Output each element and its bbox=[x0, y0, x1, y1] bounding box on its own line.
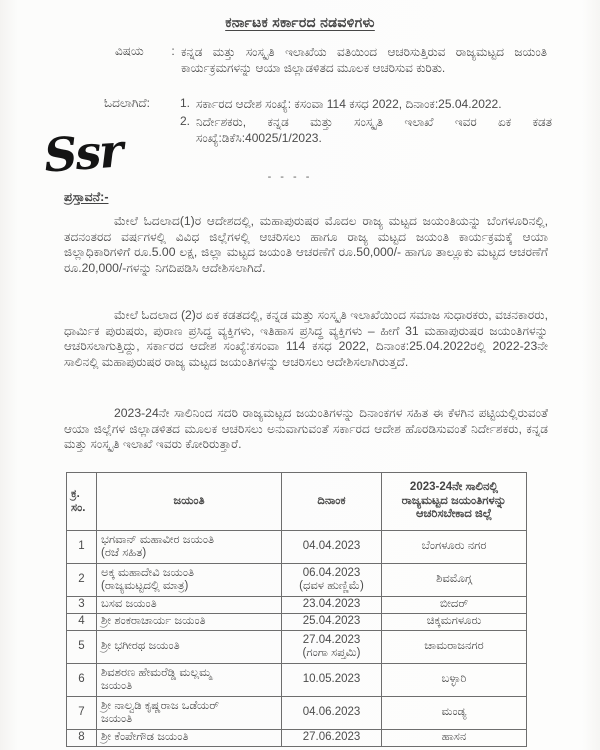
cell-serial-no: 6 bbox=[67, 664, 97, 697]
header-serial-no: ಕ್ರ. ಸಂ. bbox=[67, 473, 97, 531]
cell-date: 27.06.2023 bbox=[282, 730, 382, 747]
cell-jayanti: ಶ್ರೀ ಭಗೀರಥ ಜಯಂತಿ bbox=[97, 631, 282, 664]
cell-jayanti: ಶ್ರೀ ಶಂಕರಾಚಾರ್ಯ ಜಯಂತಿ bbox=[97, 614, 282, 631]
table-row bbox=[67, 631, 527, 664]
preamble-paragraph-2: ಮೇಲೆ ಓದಲಾದ (2)ರ ಏಕ ಕಡತದಲ್ಲಿ, ಕನ್ನಡ ಮತ್ತು ಸಂಸ್ಕೃತಿ ಇಲಾಖೆಯಿಂದ ಸಮಾಜ ಸುಧಾರಕರು, ವಚನಕಾರರು, ಧಾರ್ಮಿಕ ಪುರುಷರು, ಪುರಾಣ ಪ್ರಸಿದ್ಧ ವ್ಯಕ್ತಿಗಳು, ಇತಿಹಾಸ ಪ್ರಸಿದ್ಧ ವ್ಯಕ್ತಿಗಳು – ಹೀಗೆ 31 ಮಹಾಪುರುಷರ ಜಯಂತಿಗಳನ್ನು ಆಚರಿಸಲಾಗುತ್ತಿದ್ದು, ಸರ್ಕಾರದ ಆದೇಶ ಸಂಖ್ಯೆ:ಕಸಂವಾ 114 ಕಸಧ 2022, ದಿನಾಂಕ:25.04.2022ರಲ್ಲಿ 2022-23ನೇ ಸಾಲಿನಲ್ಲಿ ಮಹಾಪುರುಷರ ರಾಜ್ಯ ಮಟ್ಟದ ಜಯಂತಿಗಳನ್ನು ಆಚರಿಸಲು ಆದೇಶಿಸಲಾಗಿರುತ್ತದೆ. bbox=[64, 308, 548, 369]
preamble-heading: ಪ್ರಸ್ತಾವನೆ:- bbox=[64, 190, 109, 204]
cell-district: ಬಳ್ಳಾರಿ bbox=[382, 664, 527, 697]
cell-district: ಬೀದರ್ bbox=[382, 597, 527, 614]
table-row bbox=[67, 597, 527, 614]
cell-serial-no: 5 bbox=[67, 631, 97, 664]
jayanti-schedule-table bbox=[66, 472, 527, 747]
table-row bbox=[67, 564, 527, 597]
cell-date: 25.04.2023 bbox=[282, 614, 382, 631]
cell-jayanti: ಬಸವ ಜಯಂತಿ bbox=[97, 597, 282, 614]
read-item-text: ನಿರ್ದೇಶಕರು, ಕನ್ನಡ ಮತ್ತು ಸಂಸ್ಕೃತಿ ಇಲಾಖೆ ಇವರ ಏಕ ಕಡತ ಸಂಖ್ಯೆ:ಡಿಕೆಸಿ:40025/1/2023. bbox=[196, 115, 552, 145]
cell-district: ಬೆಂಗಳೂರು ನಗರ bbox=[382, 531, 527, 564]
handwritten-signature: Ssr bbox=[42, 123, 124, 183]
document-title: ಕರ್ನಾಟಕ ಸರ್ಕಾರದ ನಡವಳಿಗಳು bbox=[225, 14, 375, 30]
cell-district: ಮಂಡ್ಯ bbox=[382, 697, 527, 730]
cell-serial-no: 2 bbox=[67, 564, 97, 597]
cell-date: 04.06.2023 bbox=[282, 697, 382, 730]
cell-serial-no: 1 bbox=[67, 531, 97, 564]
cell-date: 04.04.2023 bbox=[282, 531, 382, 564]
read-item-text: ಸರ್ಕಾರದ ಆದೇಶ ಸಂಖ್ಯೆ: ಕಸಂವಾ 114 ಕಸಧ 2022, ದಿನಾಂಕ:25.04.2022. bbox=[196, 97, 502, 111]
table-row bbox=[67, 614, 527, 631]
read-item bbox=[180, 114, 552, 146]
cell-jayanti: ಭಗವಾನ್ ಮಹಾವೀರ ಜಯಂತಿ (ರಜೆ ಸಹಿತ) bbox=[97, 531, 282, 564]
cell-serial-no: 3 bbox=[67, 597, 97, 614]
cell-date: 23.04.2023 bbox=[282, 597, 382, 614]
preamble-paragraph-3: 2023-24ನೇ ಸಾಲಿನಿಂದ ಸದರಿ ರಾಜ್ಯಮಟ್ಟದ ಜಯಂತಿಗಳನ್ನು ದಿನಾಂಕಗಳ ಸಹಿತ ಈ ಕೆಳಗಿನ ಪಟ್ಟಿಯಲ್ಲಿರುವಂತೆ ಆಯಾ ಜಿಲ್ಲೆಗಳ ಜಿಲ್ಲಾಡಳಿತದ ಮೂಲಕ ಆಚರಿಸಲು ಅನುವಾಗುವಂತೆ ಸರ್ಕಾರದ ಆದೇಶ ಹೊರಡಿಸುವಂತೆ ನಿರ್ದೇಶಕರು, ಕನ್ನಡ ಮತ್ತು ಸಂಸ್ಕೃತಿ ಇಲಾಖೆ ಇವರು ಕೋರಿರುತ್ತಾರೆ. bbox=[64, 406, 548, 452]
read-block bbox=[104, 96, 552, 146]
read-item bbox=[180, 96, 552, 112]
table-row bbox=[67, 664, 527, 697]
table-row bbox=[67, 531, 527, 564]
read-items bbox=[180, 96, 552, 146]
subject-block bbox=[115, 44, 547, 76]
header-jayanti: ಜಯಂತಿ bbox=[97, 473, 282, 531]
cell-district: ಚಾಮರಾಜನಗರ bbox=[382, 631, 527, 664]
cell-district: ಹಾಸನ bbox=[382, 730, 527, 747]
cell-serial-no: 7 bbox=[67, 697, 97, 730]
section-separator-dashes: - - - - bbox=[267, 171, 313, 183]
table-row bbox=[67, 730, 527, 747]
cell-district: ಶಿವಮೊಗ್ಗ bbox=[382, 564, 527, 597]
subject-colon: : bbox=[171, 44, 175, 58]
subject-label: ವಿಷಯ bbox=[115, 44, 144, 58]
cell-jayanti: ಶ್ರೀ ಕೆಂಪೇಗೌಡ ಜಯಂತಿ bbox=[97, 730, 282, 747]
cell-jayanti: ಅಕ್ಕ ಮಹಾದೇವಿ ಜಯಂತಿ (ರಾಜ್ಯಮಟ್ಟದಲ್ಲಿ ಮಾತ್ರ) bbox=[97, 564, 282, 597]
cell-jayanti: ಶಿವಶರಣ ಹೇಮರೆಡ್ಡಿ ಮಲ್ಲಮ್ಮ ಜಯಂತಿ bbox=[97, 664, 282, 697]
cell-date: 27.04.2023 (ಗಂಗಾ ಸಪ್ತಮಿ) bbox=[282, 631, 382, 664]
cell-date: 10.05.2023 bbox=[282, 664, 382, 697]
read-item-number: 1. bbox=[180, 96, 191, 110]
header-date: ದಿನಾಂಕ bbox=[282, 473, 382, 531]
cell-date: 06.04.2023 (ಧವಳ ಹುಣ್ಣಿಮೆ) bbox=[282, 564, 382, 597]
subject-text: ಕನ್ನಡ ಮತ್ತು ಸಂಸ್ಕೃತಿ ಇಲಾಖೆಯ ವತಿಯಿಂದ ಆಚರಿಸುತ್ತಿರುವ ರಾಜ್ಯಮಟ್ಟದ ಜಯಂತಿ ಕಾರ್ಯಕ್ರಮಗಳನ್ನು ಆಯಾ ಜಿಲ್ಲಾಡಳಿತದ ಮೂಲಕ ಆಚರಿಸುವ ಕುರಿತು. bbox=[181, 45, 547, 75]
cell-serial-no: 4 bbox=[67, 614, 97, 631]
read-label: ಓದಲಾಗಿದೆ: bbox=[104, 96, 150, 110]
table-header-row bbox=[67, 473, 527, 531]
table-row bbox=[67, 697, 527, 730]
cell-district: ಚಿಕ್ಕಮಗಳೂರು bbox=[382, 614, 527, 631]
header-district: 2023-24ನೇ ಸಾಲಿನಲ್ಲಿ ರಾಜ್ಯಮಟ್ಟದ ಜಯಂತಿಗಳನ್ನು ಆಚರಿಸಬೇಕಾದ ಜಿಲ್ಲೆ bbox=[382, 473, 527, 531]
cell-serial-no: 8 bbox=[67, 730, 97, 747]
preamble-paragraph-1: ಮೇಲೆ ಓದಲಾದ(1)ರ ಆದೇಶದಲ್ಲಿ, ಮಹಾಪುರುಷರ ಮೊದಲ ರಾಜ್ಯ ಮಟ್ಟದ ಜಯಂತಿಯನ್ನು ಬೆಂಗಳೂರಿನಲ್ಲಿ, ತದನಂತರದ ವರ್ಷಗಳಲ್ಲಿ ವಿವಿಧ ಜಿಲ್ಲೆಗಳಲ್ಲಿ ಆಚರಿಸಲು ಹಾಗೂ ರಾಜ್ಯ ಮಟ್ಟದ ಜಯಂತಿ ಕಾರ್ಯಕ್ರಮಕ್ಕೆ ಆಯಾ ಜಿಲ್ಲಾಧಿಕಾರಿಗಳಿಗೆ ರೂ.5.00 ಲಕ್ಷ, ಜಿಲ್ಲಾ ಮಟ್ಟದ ಜಯಂತಿ ಆಚರಣೆಗೆ ರೂ.50,000/- ಹಾಗೂ ತಾಲ್ಲೂಕು ಮಟ್ಟದ ಆಚರಣೆಗೆ ರೂ.20,000/-ಗಳನ್ನು ನಿಗದಿಪಡಿಸಿ ಆದೇಶಿಸಲಾಗಿದೆ. bbox=[64, 214, 548, 275]
read-item-number: 2. bbox=[180, 114, 191, 128]
cell-jayanti: ಶ್ರೀ ನಾಲ್ವಡಿ ಕೃಷ್ಣರಾಜ ಒಡೆಯರ್ ಜಯಂತಿ bbox=[97, 697, 282, 730]
